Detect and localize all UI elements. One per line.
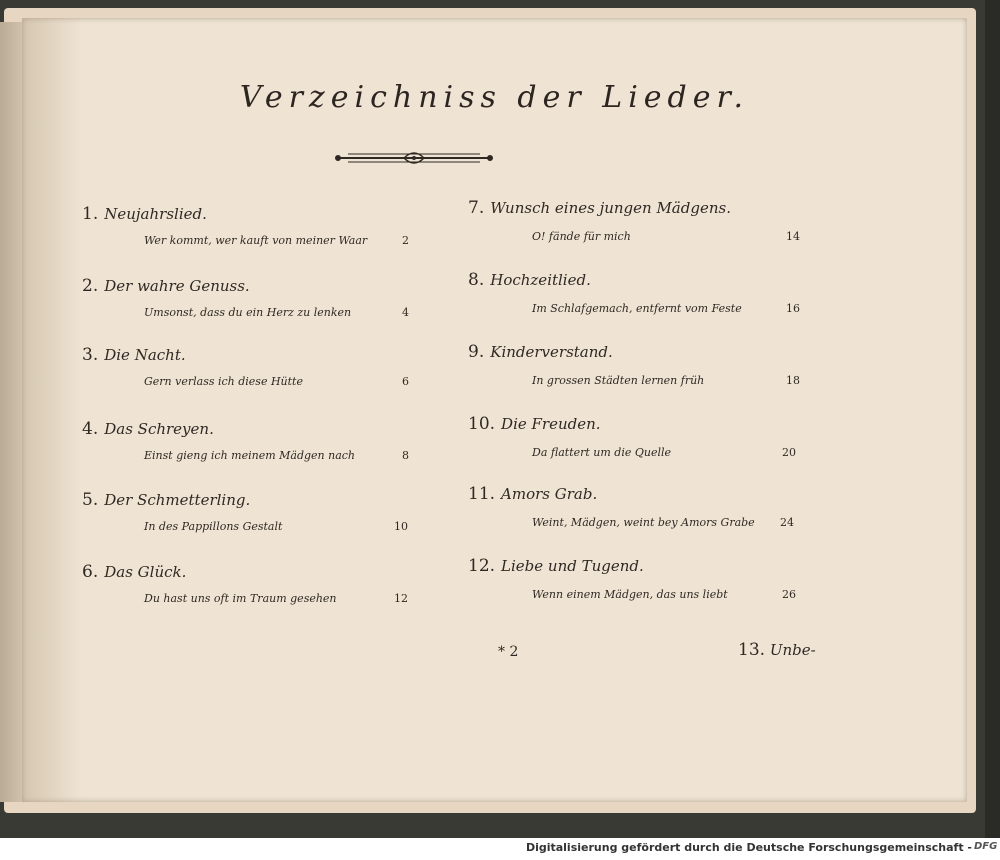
entry-title: Das Schreyen. [104,420,214,438]
ornament-divider-icon [334,148,494,168]
entry-page-number: 10 [394,520,408,533]
entry-number: 2. [82,276,99,296]
entry-title: Neujahrslied. [104,205,207,223]
entry-incipit: Weint, Mädgen, weint bey Amors Grabe [532,516,755,529]
entry-page-number: 2 [402,234,409,247]
entry-incipit: Da flattert um die Quelle [532,446,672,459]
entry-number: 12. [468,556,496,576]
signature-mark: * 2 [498,644,519,660]
entry-incipit: Wenn einem Mädgen, das uns liebt [532,588,728,601]
entry-incipit: Gern verlass ich diese Hütte [144,375,303,388]
dfg-logo: DFG [974,841,998,852]
entry-incipit: In des Pappillons Gestalt [144,520,283,533]
page-title: Verzeichniss der Lieder. [239,80,750,115]
entry-incipit: Umsonst, dass du ein Herz zu lenken [144,306,352,319]
catchword-number: 13. [738,640,766,660]
entry-page-number: 26 [782,588,796,601]
entry-page-number: 24 [780,516,794,529]
entry-number: 8. [468,270,485,290]
book-page [22,18,967,802]
entry-incipit: Im Schlafgemach, entfernt vom Feste [532,302,742,315]
entry-page-number: 20 [782,446,796,459]
entry-page-number: 4 [402,306,409,319]
entry-number: 1. [82,204,99,224]
entry-title: Kinderverstand. [490,343,613,361]
entry-title: Liebe und Tugend. [501,557,644,575]
entry-incipit: Du hast uns oft im Traum gesehen [144,592,337,605]
catchword-text: Unbe- [769,641,816,659]
entry-number: 4. [82,419,99,439]
footer-bar [0,838,1000,860]
entry-page-number: 16 [786,302,800,315]
funding-notice: Digitalisierung gefördert durch die Deutsche Forschungsgemeinschaft - [525,841,972,854]
entry-page-number: 8 [402,449,409,462]
entry-title: Das Glück. [104,563,187,581]
entry-incipit: Wer kommt, wer kauft von meiner Waar [144,234,368,247]
entry-incipit: Einst gieng ich meinem Mädgen nach [144,449,356,462]
entry-number: 3. [82,345,99,365]
entry-number: 11. [468,484,496,504]
entry-page-number: 14 [786,230,800,243]
entry-number: 5. [82,490,99,510]
entry-title: Die Freuden. [501,415,601,433]
entry-number: 10. [468,414,496,434]
entry-incipit: O! fände für mich [532,230,631,243]
entry-title: Der wahre Genuss. [104,277,250,295]
entry-page-number: 18 [786,374,800,387]
entry-title: Amors Grab. [501,485,598,503]
entry-incipit: In grossen Städten lernen früh [532,374,705,387]
entry-page-number: 12 [394,592,408,605]
entry-number: 7. [468,198,485,218]
entry-title: Die Nacht. [104,346,186,364]
entry-page-number: 6 [402,375,409,388]
entry-number: 6. [82,562,99,582]
entry-title: Wunsch eines jungen Mädgens. [490,199,731,217]
page-gutter-shadow [22,18,82,802]
entry-title: Hochzeitlied. [490,271,591,289]
entry-title: Der Schmetterling. [104,491,251,509]
entry-number: 9. [468,342,485,362]
catchword [738,640,816,660]
